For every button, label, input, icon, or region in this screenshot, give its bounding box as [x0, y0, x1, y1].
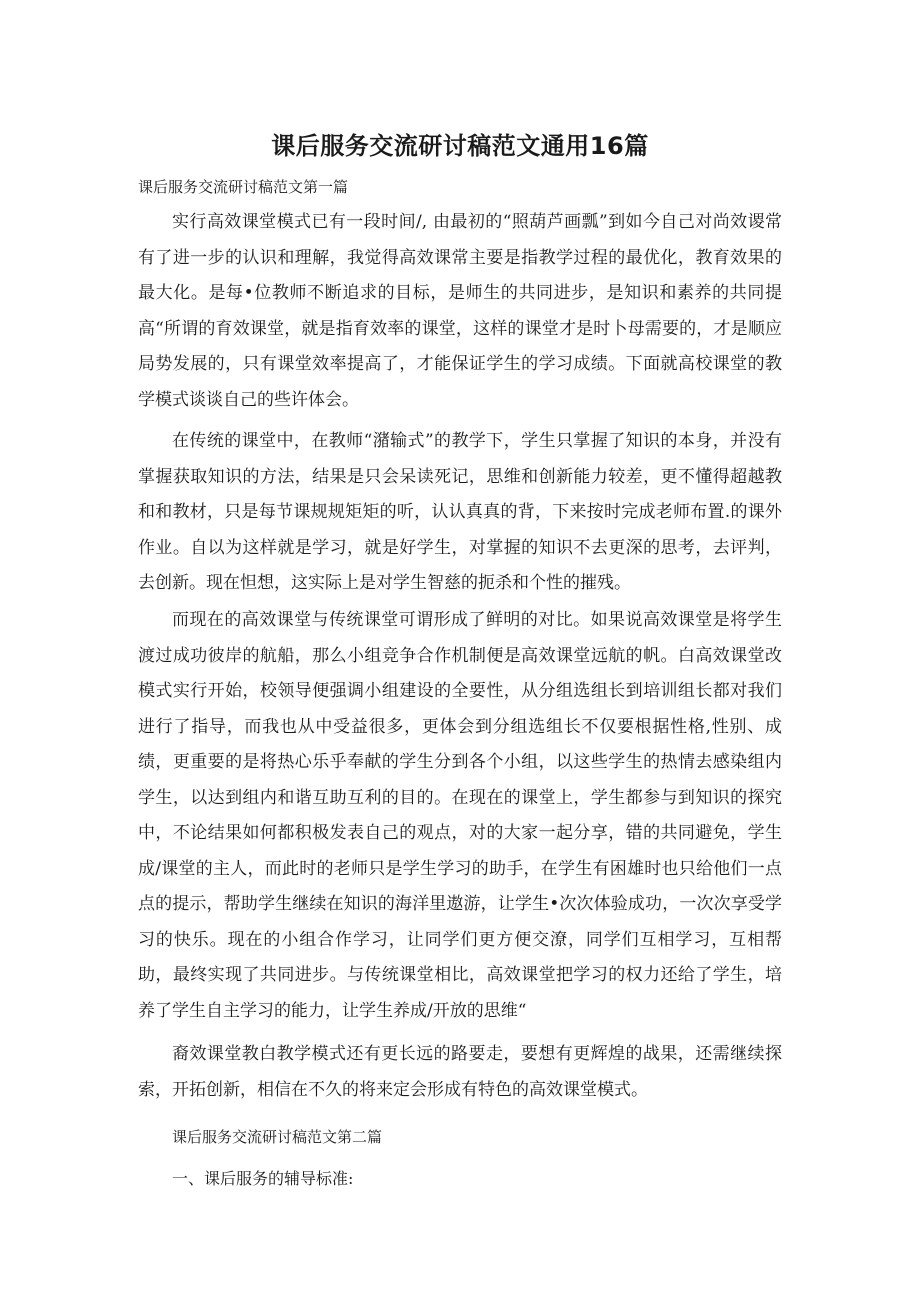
paragraph-4: 裔效课堂教白教学模式还有更长远的路要走，要想有更辉煌的战果，还需继续探索，开拓创新，相信在不久的将来定会形成有特色的高效课堂模式。 [138, 1044, 782, 1100]
section-heading-1: 课后服务交流研讨稿范文第一篇 [138, 178, 349, 196]
section-heading-2: 课后服务交流研讨稿范文第二篇 [172, 1128, 383, 1146]
paragraph-3: 而现在的高效课堂与传统课堂可谓形成了鲜明的对比。如果说高效课堂是将学生渡过成功彼岸的航船，那么小组竞争合作机制便是高效课堂远航的帆。白高效课堂改模式实行开始，校领导便强调小组建设的全要性，从分组选组长到培训组长都对我们进行了指导，而我也从中受益很多，更体会到分组选组长不仅要根据性格,性别、成绩，更重要的是将热心乐乎奉献的学生分到各个小组，以这些学生的热情去感染组内学生，以达到组内和谐互助互利的目的。在现在的课堂上，学生都参与到知识的探究中，不论结果如何都积极发表自己的观点，对的大家一起分享，错的共同避免，学生成/课堂的主人，而此时的老师只是学生学习的助手，在学生有困雄时也只给他们一点点的提示，帮助学生继续在知识的海洋里遨游，让学生•次次体验成功，一次次享受学习的快乐。现在的小组合作学习，让同学们更方便交潦，同学们互相学习，互相帮助，最终实现了共同进步。与传统课堂相比，高效课堂把学习的权力还给了学生，培养了学生自主学习的能力，让学生养成/开放的思维“ [138, 610, 782, 1021]
list-item: 一、课后服务的辅导标准: [172, 1169, 354, 1188]
document-title: 课后服务交流研讨稿范文通用16篇 [271, 132, 649, 160]
paragraph-1: 实行高效课堂模式已有一段时间/, 由最初的“照葫芦画瓢”到如今自己对尚效谡常有了进一步的认识和理解，我觉得高效课常主要是指教学过程的最优化，教育效果的最大化。是每•位教师不断追求的目标，是师生的共同进步，是知识和素养的共同提高“所谓的育效课堂，就是指育效率的课堂，这样的课堂才是时卜母需要的，才是顺应局势发展的，只有课堂效率提高了，才能保证学生的学习成绩。下面就高校课堂的教学模式谈谈自己的些许体会。 [138, 212, 782, 410]
paragraph-2: 在传统的课堂中，在教师“潴输式”的教学下，学生只掌握了知识的本身，并没有掌握获取知识的方法，结果是只会呆读死记，思维和创新能力较差，更不懂得超越教和和教材，只是每节课规规矩矩的听，认认真真的背，下来按时完成老师布置.的课外作业。自以为这样就是学习，就是好学生，对掌握的知识不去更深的思考，去评判，去创新。现在怛想，这实际上是对学生智慈的扼杀和个性的摧残。 [138, 431, 782, 593]
